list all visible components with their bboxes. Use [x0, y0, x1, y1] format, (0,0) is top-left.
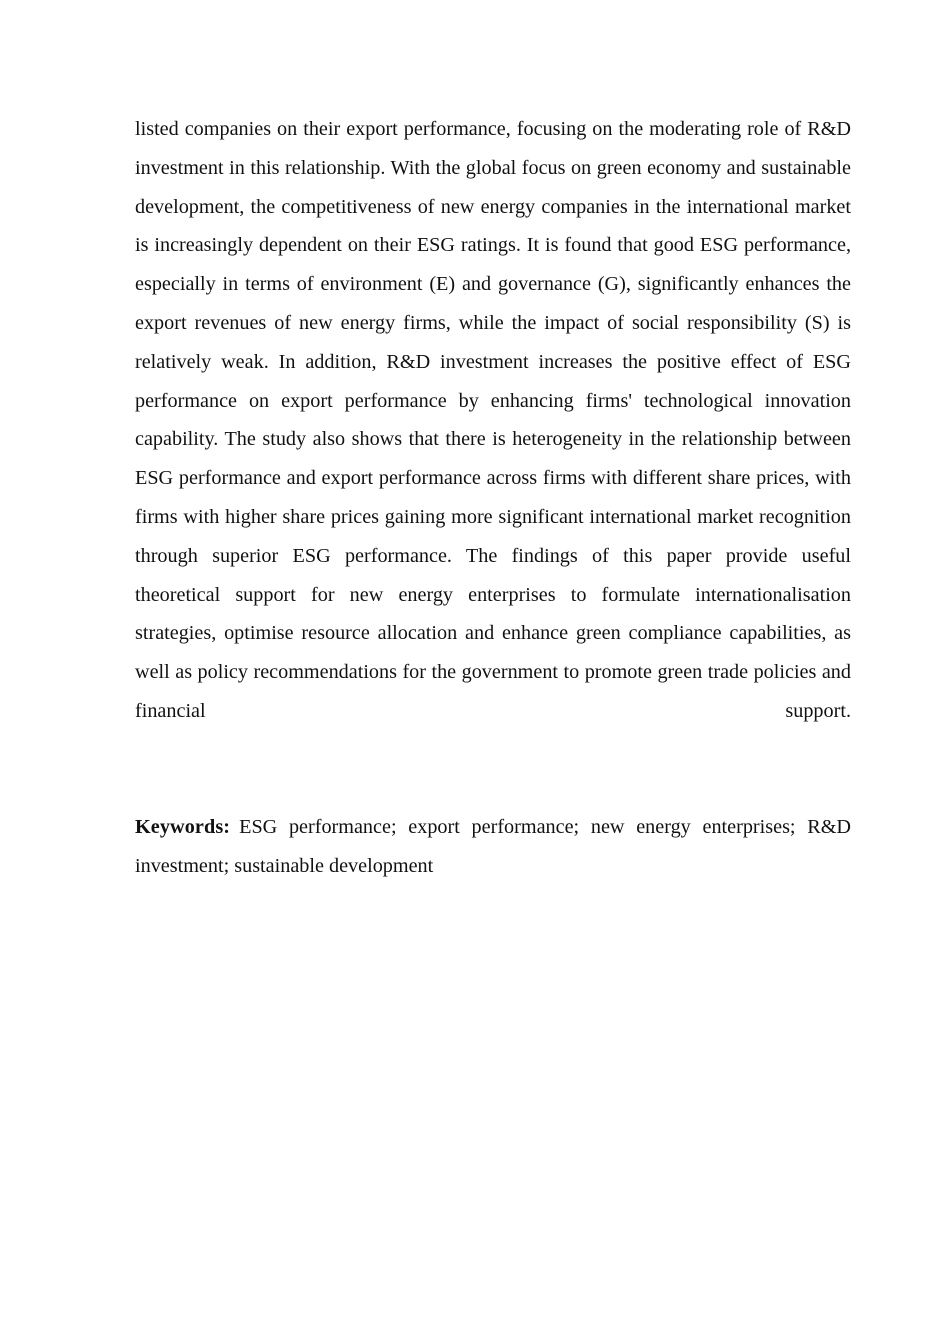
keywords-line — [135, 808, 851, 886]
paragraph-spacer — [135, 770, 851, 809]
abstract-paragraph: listed companies on their export performance, focusing on the moderating role of R&D investment in this relationship. With the global focus on green economy and sustainable development, the competitiveness of new energy companies in the international market is increasingly dependent on their ESG ratings. It is found that good ESG performance, especially in terms of environment (E) and governance (G), significantly enhances the export revenues of new energy firms, while the impact of social responsibility (S) is relatively weak. In addition, R&D investment increases the positive effect of ESG performance on export performance by enhancing firms' technological innovation capability. The study also shows that there is heterogeneity in the relationship between ESG performance and export performance across firms with different share prices, with firms with higher share prices gaining more significant international market recognition through superior ESG performance. The findings of this paper provide useful theoretical support for new energy enterprises to formulate internationalisation strategies, optimise resource allocation and enhance green compliance capabilities, as well as policy recommendations for the government to promote green trade policies and financial support. — [135, 118, 851, 722]
keywords-list: ESG performance; export performance; new energy enterprises; R&D investment; sustainable development — [135, 816, 851, 878]
keywords-label: Keywords: — [135, 816, 231, 839]
page-content — [135, 110, 851, 886]
